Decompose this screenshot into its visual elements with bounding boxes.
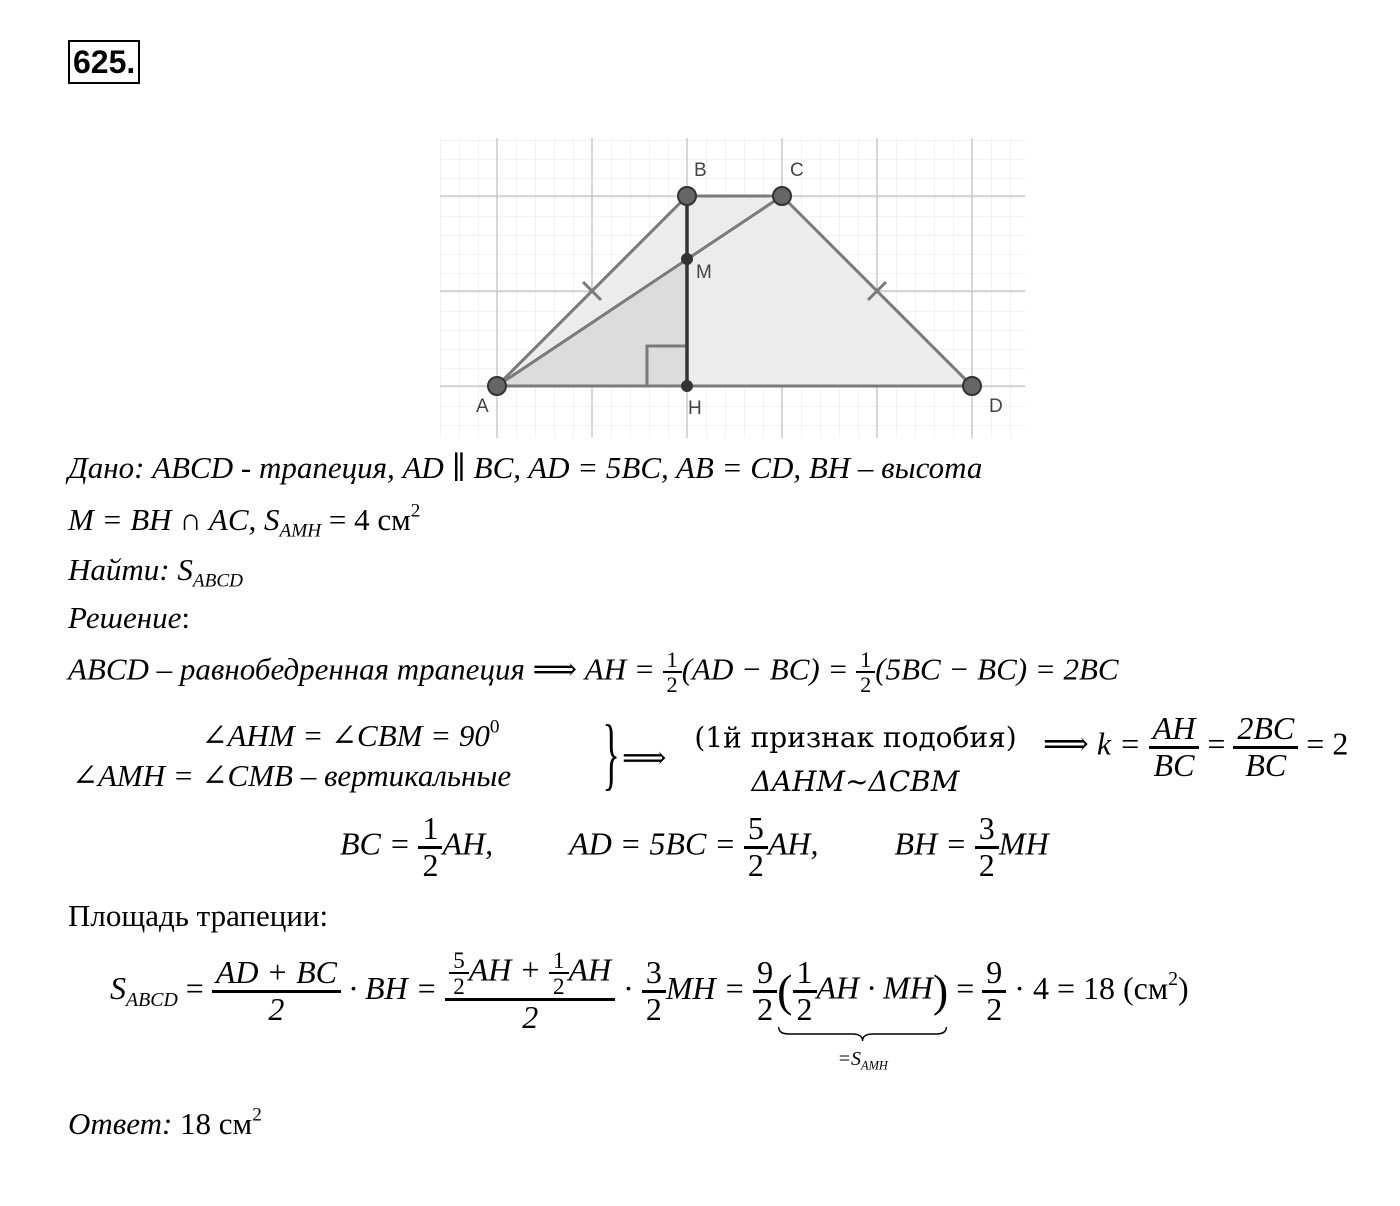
underbrace-group: ( $\frac{1}{2}$ AH · MH) $=S_{AMH}$	[777, 956, 948, 1026]
trapezoid-diagram	[440, 138, 1030, 443]
fraction-three-halves: $\frac{3}{2}$	[642, 956, 666, 1026]
fraction-half: $\frac{1}{2}$	[418, 812, 442, 882]
answer-value: 18 см	[172, 1106, 253, 1141]
area-formula: $S_{ABCD}$ = $\frac{AD + BC}{2}$ · BH = $\frac{5}{2}$ AH + $\frac{1}{2}$ AH 2 · $\frac{3}{2}$ MH = $\frac{9}{2}$ ( $\frac{1}{2}$ AH · MH) $=S_{AMH}$ = $\frac{9}{2}$ · 4 = 18 $(см^2)$	[110, 948, 1189, 1035]
answer-line: Ответ: 18 $см^2$	[68, 1104, 262, 1141]
answer-label: Ответ:	[68, 1106, 173, 1141]
solution-line-1: ABCD – равнобедренная трапеция ⟹ AH = $\frac{1}{2}$ (AD − BC) = $\frac{1}{2}$ (5BC − BC) = 2BC	[68, 647, 1119, 698]
label-H: H	[688, 398, 702, 419]
area-label: Площадь трапеции:	[68, 898, 329, 933]
find-line: Найти: $S_{ABCD}$	[68, 552, 243, 592]
similarity-criterion: (1й признак подобия) ΔAHM~ΔCBM	[694, 721, 1017, 798]
fraction-2bc-bc: $\frac{2BC}{BC}$	[1233, 712, 1298, 782]
fraction-nine-halves: $\frac{9}{2}$	[982, 956, 1006, 1026]
fraction-half: $\frac{1}{2}$	[793, 956, 817, 1026]
fraction-half: $\frac{1}{2}$	[856, 648, 875, 697]
fraction-expanded: $\frac{5}{2}$ AH + $\frac{1}{2}$ AH 2	[445, 948, 615, 1035]
fraction-nine-halves: $\frac{9}{2}$	[753, 956, 777, 1026]
fraction-five-halves: $\frac{5}{2}$	[744, 812, 768, 882]
label-C: C	[790, 160, 804, 181]
label-M: M	[696, 262, 712, 283]
solution-heading: Решение:	[68, 600, 190, 635]
fraction-sum-bases: $\frac{AD + BC}{2}$	[212, 956, 341, 1026]
given-label: Дано	[68, 450, 135, 485]
trapezoid-figure	[440, 138, 1030, 448]
problem-number: 625.	[68, 40, 140, 84]
ratio-k: ⟹ k = $\frac{AH}{BC}$ = $\frac{2BC}{BC}$ = 2	[1043, 710, 1349, 783]
label-B: B	[694, 160, 707, 181]
fraction-ah-bc: $\frac{AH}{BC}$	[1149, 712, 1200, 782]
given-line-2: M = BH ∩ AC, $S_{AMH} = 4$ $см^2$	[68, 500, 421, 542]
label-A: A	[476, 396, 489, 417]
given-line-1	[68, 448, 982, 488]
fraction-half: $\frac{1}{2}$	[663, 648, 682, 697]
system-block: ∠AHM = ∠CBM = $90^0$ ∠AMH = ∠CMB – вертикальные	[72, 716, 512, 793]
label-D: D	[989, 396, 1003, 417]
relations-line: BC = $\frac{1}{2}$ AH, AD = 5BC = $\frac{5}{2}$ AH, BH = $\frac{3}{2}$ MH	[340, 810, 1049, 883]
given-text: : ABCD - трапеция, AD ∥ BC, AD = 5BC, AB = CD, BH – высота	[134, 450, 983, 485]
find-label: Найти	[68, 552, 160, 587]
system-brace: }	[602, 710, 620, 798]
fraction-three-halves: $\frac{3}{2}$	[975, 812, 999, 882]
implies-1: ⟹	[622, 740, 667, 775]
underbrace-label: $=S_{AMH}$	[837, 1047, 888, 1072]
